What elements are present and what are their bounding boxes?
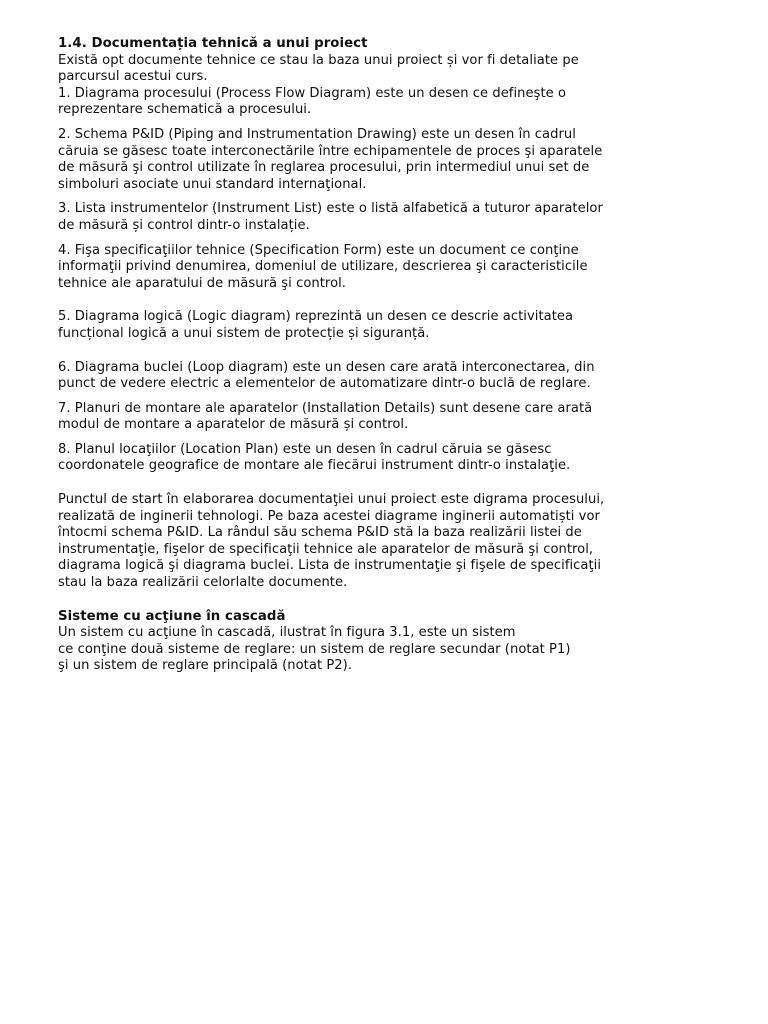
summary-line: diagrama logică şi diagrama buclei. Lista de instrumentaţie şi fişele de specificaţii bbox=[58, 558, 602, 574]
summary-paragraph bbox=[58, 492, 708, 592]
list-item-line: 6. Diagrama buclei (Loop diagram) este un desen care arată interconectarea, din bbox=[58, 359, 595, 375]
list-item-line: simboluri asociate unui standard internaţional. bbox=[58, 176, 367, 192]
summary-line: Punctul de start în elaborarea documentaţiei unui proiect este digrama procesului, bbox=[58, 492, 605, 508]
list-item-line: 2. Schema P&ID (Piping and Instrumentation Drawing) este un desen în cadrul bbox=[58, 126, 576, 142]
summary-line: întocmi schema P&ID. La rândul său schema P&ID stă la baza realizării listei de bbox=[58, 525, 582, 541]
list-item-line: 3. Lista instrumentelor (Instrument List) este o listă alfabetică a tuturor aparatelor bbox=[58, 201, 603, 217]
list-item-2 bbox=[58, 127, 708, 193]
list-item-line: 8. Planul locaţiilor (Location Plan) este un desen în cadrul căruia se găsesc bbox=[58, 441, 552, 457]
summary-line: realizată de inginerii tehnologi. Pe baza acestei diagrame inginerii automatiști vor bbox=[58, 508, 600, 524]
list-item-line: 7. Planuri de montare ale aparatelor (Installation Details) sunt desene care arată bbox=[58, 400, 593, 416]
cascade-line: ce conţine două sisteme de reglare: un sistem de reglare secundar (notat P1) bbox=[58, 641, 571, 657]
document-page bbox=[58, 36, 708, 675]
list-item-3 bbox=[58, 201, 708, 234]
list-item-line: punct de vedere electric a elementelor de automatizare dintr-o buclă de reglare. bbox=[58, 376, 591, 392]
list-item-4 bbox=[58, 243, 708, 293]
cascade-paragraph bbox=[58, 625, 708, 675]
list-item-line: modul de montare a aparatelor de măsură și control. bbox=[58, 417, 409, 433]
cascade-section-title: Sisteme cu acţiune în cascadă bbox=[58, 608, 286, 624]
list-item-8 bbox=[58, 442, 708, 475]
section-title: 1.4. Documentația tehnică a unui proiect bbox=[58, 36, 368, 51]
cascade-line: şi un sistem de reglare principală (notat P2). bbox=[58, 658, 353, 674]
list-item-line: 1. Diagrama procesului (Process Flow Diagram) este un desen ce defineşte o bbox=[58, 85, 567, 101]
summary-line: instrumentaţie, fişelor de specificaţii tehnice ale aparatelor de măsură şi control, bbox=[58, 541, 594, 557]
intro-paragraph bbox=[58, 53, 708, 86]
list-item-line: reprezentare schematică a procesului. bbox=[58, 102, 312, 118]
list-item-line: de măsură și control dintr-o instalație. bbox=[58, 217, 310, 233]
list-item-line: funcțional logică a unui sistem de protecție și siguranță. bbox=[58, 325, 430, 341]
list-item-7 bbox=[58, 401, 708, 434]
intro-line: parcursul acestui curs. bbox=[58, 69, 208, 85]
list-item-1 bbox=[58, 86, 708, 119]
list-item-5 bbox=[58, 309, 708, 342]
summary-line: stau la baza realizării celorlalte documente. bbox=[58, 575, 348, 591]
intro-line: Există opt documente tehnice ce stau la baza unui proiect și vor fi detaliate pe bbox=[58, 52, 579, 68]
list-item-line: 5. Diagrama logică (Logic diagram) reprezintă un desen ce descrie activitatea bbox=[58, 309, 574, 325]
list-item-line: de măsură şi control utilizate în reglarea procesului, prin intermediul unui set de bbox=[58, 160, 590, 176]
list-item-line: 4. Fişa specificaţiilor tehnice (Specification Form) este un document ce conţine bbox=[58, 242, 579, 258]
cascade-line: Un sistem cu acţiune în cascadă, ilustrat în figura 3.1, este un sistem bbox=[58, 625, 516, 641]
list-item-line: informaţii privind denumirea, domeniul de utilizare, descrierea şi caracteristicile bbox=[58, 259, 588, 275]
list-item-line: coordonatele geografice de montare ale fiecărui instrument dintr-o instalaţie. bbox=[58, 458, 571, 474]
list-item-line: tehnice ale aparatului de măsură şi control. bbox=[58, 275, 347, 291]
list-item-line: căruia se găsesc toate interconectările între echipamentele de proces şi aparatele bbox=[58, 143, 603, 159]
list-item-6 bbox=[58, 360, 708, 393]
